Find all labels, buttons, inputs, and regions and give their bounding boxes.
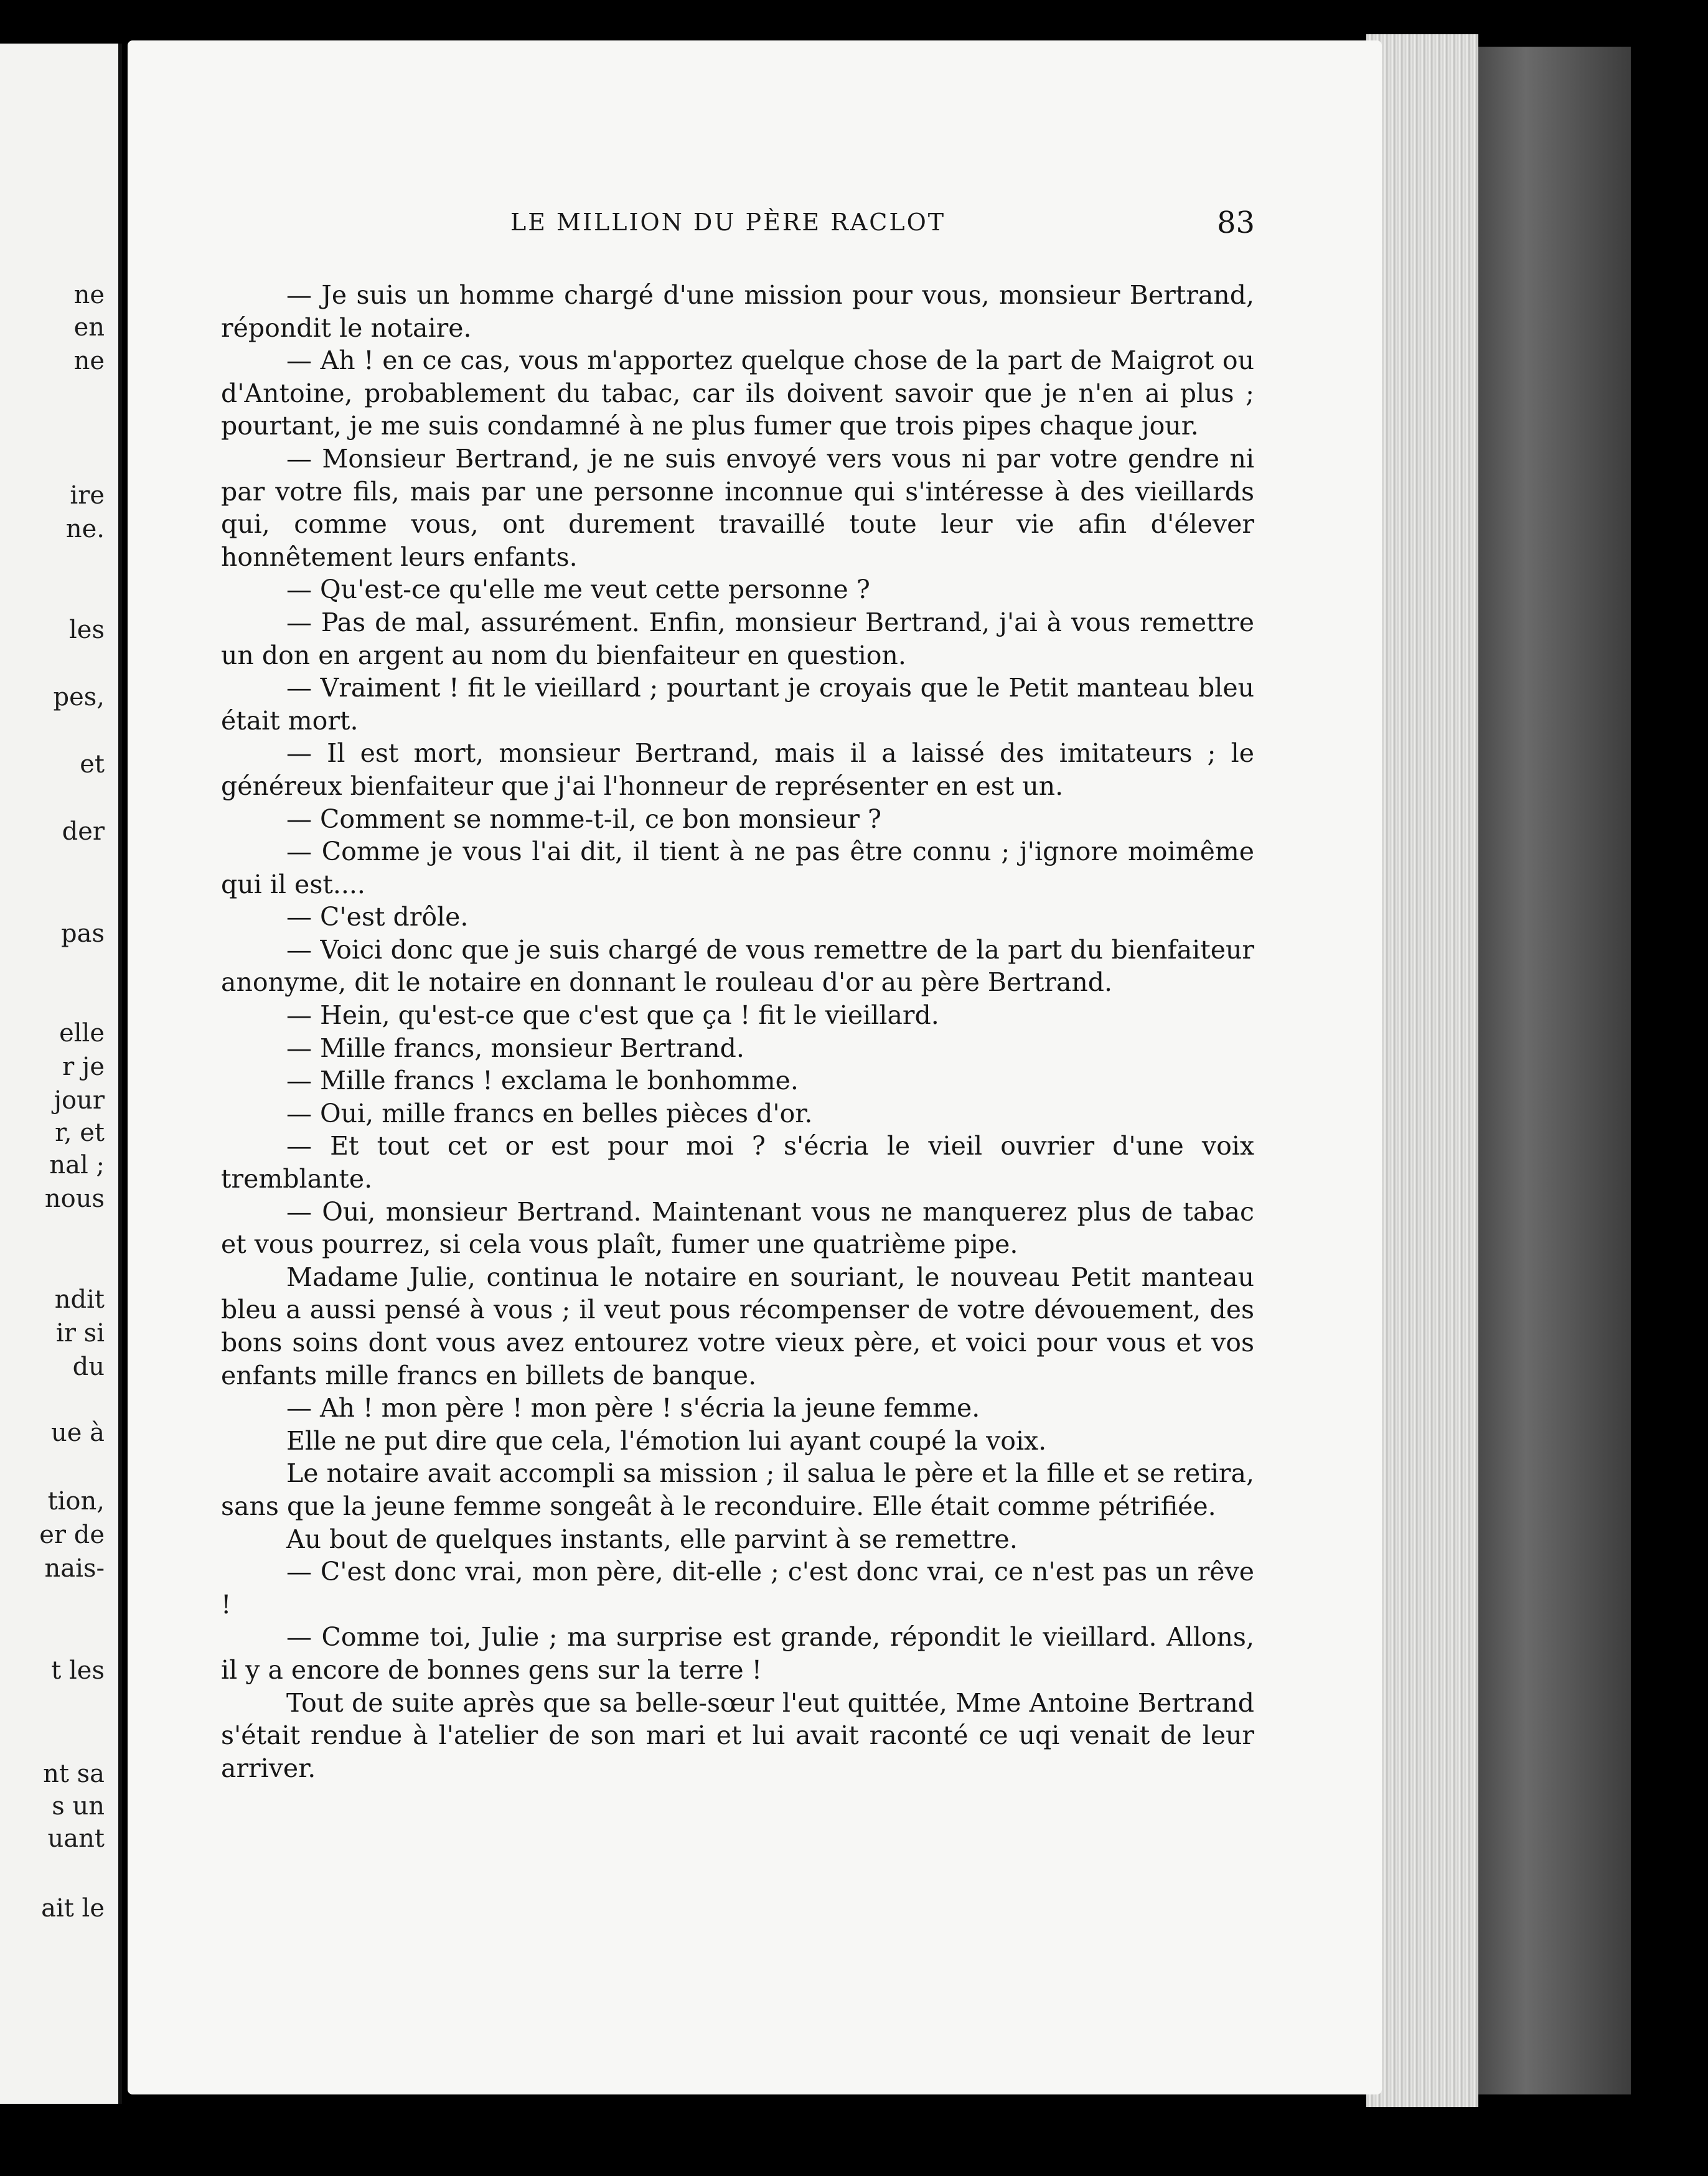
left-fragment: der [62, 817, 105, 846]
left-fragment: elle [59, 1019, 105, 1048]
paragraph: — Hein, qu'est-ce que c'est que ça ! fit le vieillard. [286, 1000, 939, 1031]
paragraph: — Oui, monsieur Bertrand. Maintenant vous ne manquerez plus de tabac et vous pourrez, si cela vous plaît, fumer une quatrième pipe. [221, 1196, 1254, 1260]
left-fragment: jour [54, 1086, 105, 1115]
left-fragment: uant [47, 1824, 105, 1853]
paragraph: — Ah ! mon père ! mon père ! s'écria la jeune femme. [286, 1393, 980, 1423]
paragraph: — C'est donc vrai, mon père, dit-elle ; c'est donc vrai, ce n'est pas un rêve ! [221, 1557, 1254, 1620]
left-fragment: s un [52, 1792, 105, 1821]
left-fragment: er de [39, 1521, 105, 1549]
paragraph: Le notaire avait accompli sa mission ; il salua le père et la fille et se retira, sans que la jeune femme songeât à le reconduire. Elle était comme pétrifiée. [221, 1458, 1254, 1521]
paragraph: — Comme toi, Julie ; ma surprise est grande, répondit le vieillard. Allons, il y a encore de bonnes gens sur la terre ! [221, 1622, 1254, 1685]
paragraph: — Oui, mille francs en belles pièces d'or. [286, 1098, 813, 1128]
paragraph: — Mille francs, monsieur Bertrand. [286, 1033, 744, 1063]
paragraph: — Comment se nomme-t-il, ce bon monsieur ? [286, 804, 881, 834]
left-fragment: nais- [44, 1554, 105, 1583]
left-fragment: ne [73, 347, 105, 375]
paragraph: Au bout de quelques instants, elle parvint à se remettre. [286, 1524, 1018, 1554]
left-fragment: ait le [41, 1894, 105, 1923]
paragraph: — Ah ! en ce cas, vous m'apportez quelque chose de la part de Maigrot ou d'Antoine, probablement du tabac, car ils doivent savoir que je n'en ai plus ; pourtant, je me suis condamné à ne plus fumer que trois pipes chaque jour. [221, 345, 1254, 441]
body-text [221, 279, 1254, 1784]
left-fragment: les [69, 616, 105, 644]
left-fragment: nt sa [43, 1760, 105, 1788]
left-fragment: nal ; [49, 1151, 105, 1179]
paragraph: Tout de suite après que sa belle-sœur l'eut quittée, Mme Antoine Bertrand s'était rendue à l'atelier de son mari et lui avait raconté ce uqi venait de leur arriver. [221, 1687, 1254, 1783]
paragraph: — Et tout cet or est pour moi ? s'écria le vieil ouvrier d'une voix tremblante. [221, 1131, 1254, 1194]
page-edges [1366, 34, 1478, 2107]
paragraph: — Mille francs ! exclama le bonhomme. [286, 1066, 799, 1096]
left-fragment: ire [70, 481, 105, 510]
left-fragment: ir si [56, 1319, 105, 1348]
left-fragment: tion, [47, 1487, 105, 1516]
page-number: 83 [1217, 205, 1255, 240]
paragraph: — C'est drôle. [286, 902, 469, 932]
left-fragment: r, et [55, 1118, 105, 1147]
paragraph: Elle ne put dire que cela, l'émotion lui ayant coupé la voix. [286, 1425, 1047, 1456]
left-fragment: pes, [53, 683, 105, 711]
paragraph: — Monsieur Bertrand, je ne suis envoyé vers vous ni par votre gendre ni par votre fils, mais par une personne inconnue qui s'intéresse à des vieillards qui, comme vous, ont durement travaillé toute leur vie afin d'élever honnêtement leurs enfants. [221, 443, 1254, 572]
paragraph: — Je suis un homme chargé d'une mission pour vous, monsieur Bertrand, répondit le notaire. [221, 280, 1254, 343]
left-fragment: r je [62, 1053, 105, 1081]
left-fragment: ne. [65, 515, 105, 543]
paragraph: — Pas de mal, assurément. Enfin, monsieur Bertrand, j'ai à vous remettre un don en argent au nom du bienfaiteur en question. [221, 607, 1254, 670]
running-title: LE MILLION DU PÈRE RACLOT [510, 209, 946, 236]
paragraph: — Comme je vous l'ai dit, il tient à ne pas être connu ; j'ignore moimême qui il est.... [221, 837, 1254, 899]
paragraph: — Vraiment ! fit le vieillard ; pourtant je croyais que le Petit manteau bleu était mort. [221, 673, 1254, 736]
left-fragment: ndit [54, 1285, 105, 1314]
paragraph: — Qu'est-ce qu'elle me veut cette personne ? [286, 574, 870, 605]
left-fragment: nous [44, 1184, 105, 1213]
paragraph: — Il est mort, monsieur Bertrand, mais il a laissé des imitateurs ; le généreux bienfaiteur que j'ai l'honneur de représenter en est un. [221, 738, 1254, 801]
left-fragment: pas [61, 919, 105, 948]
book-cover-edge [1469, 47, 1631, 2094]
left-fragment: et [80, 750, 105, 779]
left-fragment: ne [73, 281, 105, 309]
left-fragment: ue à [51, 1419, 105, 1447]
previous-page-fragment [0, 44, 122, 2104]
paragraph: Madame Julie, continua le notaire en souriant, le nouveau Petit manteau bleu a aussi pensé à vous ; il veut pous récompenser de votre dévouement, des bons soins dont vous avez entourez votre vieux père, et voici pour vous et vos enfants mille francs en billets de banque. [221, 1262, 1254, 1390]
left-fragment: en [73, 313, 105, 342]
left-fragment: t les [51, 1656, 105, 1685]
paragraph: — Voici donc que je suis chargé de vous remettre de la part du bienfaiteur anonyme, dit le notaire en donnant le rouleau d'or au père Bertrand. [221, 934, 1254, 998]
left-fragment: du [72, 1353, 105, 1381]
